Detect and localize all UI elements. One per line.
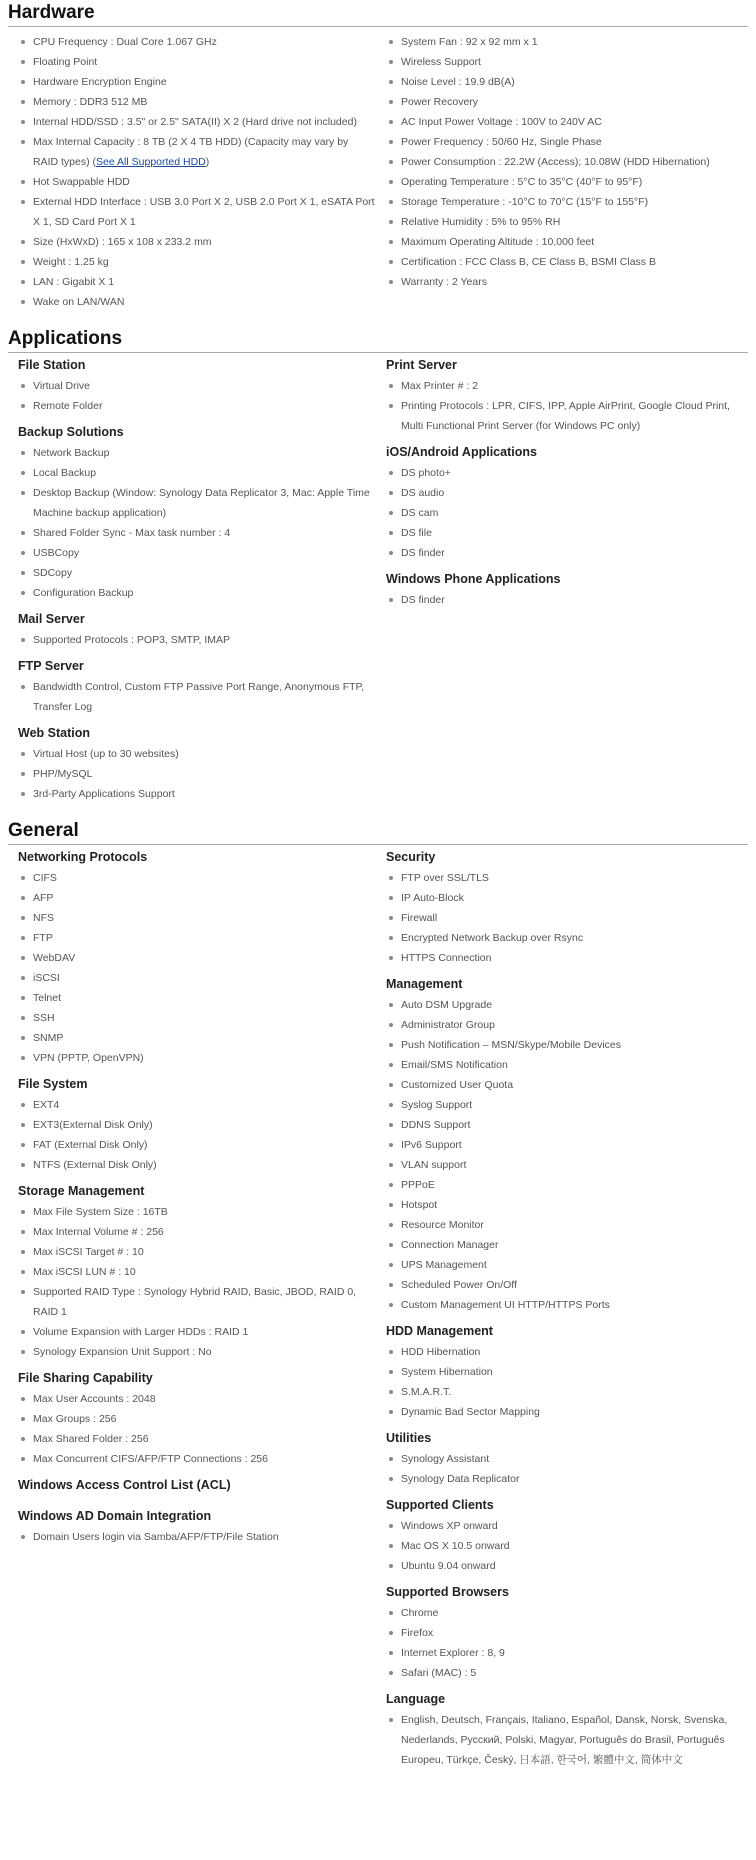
list-item: Synology Data Replicator (386, 1469, 746, 1489)
list-item: Telnet (18, 988, 376, 1008)
list-item: Local Backup (18, 463, 376, 483)
applications-right-column (376, 353, 746, 808)
list-item: Configuration Backup (18, 583, 376, 603)
hardware-right-list (386, 27, 746, 296)
group-list-print-server (386, 374, 746, 440)
list-item: USBCopy (18, 543, 376, 563)
list-item: Custom Management UI HTTP/HTTPS Ports (386, 1295, 746, 1315)
list-item: Network Backup (18, 443, 376, 463)
list-item: Scheduled Power On/Off (386, 1275, 746, 1295)
group-list-backup-solutions (18, 441, 376, 607)
list-item: Printing Protocols : LPR, CIFS, IPP, Apple AirPrint, Google Cloud Print, Multi Functional Print Server (for Windows PC only) (386, 396, 746, 436)
list-item: Safari (MAC) : 5 (386, 1663, 746, 1683)
group-list-file-station (18, 374, 376, 420)
list-item: Operating Temperature : 5°C to 35°C (40°F to 95°F) (386, 172, 746, 192)
group-heading-storage-management: Storage Management (18, 1184, 145, 1198)
list-item: Virtual Drive (18, 376, 376, 396)
list-item: Wake on LAN/WAN (18, 292, 376, 312)
list-item: Memory : DDR3 512 MB (18, 92, 376, 112)
group-heading-file-sharing-capability: File Sharing Capability (18, 1371, 153, 1385)
list-item: FTP (18, 928, 376, 948)
group-list-file-sharing-capability (18, 1387, 376, 1473)
list-item: DS audio (386, 483, 746, 503)
general-left-column (8, 845, 376, 1774)
list-item: PPPoE (386, 1175, 746, 1195)
list-item: DDNS Support (386, 1115, 746, 1135)
hardware-title: Hardware (8, 0, 748, 27)
general-right-column (376, 845, 746, 1774)
group-list-windows-phone-applications (386, 588, 746, 614)
list-item: Power Consumption : 22.2W (Access); 10.08W (HDD Hibernation) (386, 152, 746, 172)
list-item: PHP/MySQL (18, 764, 376, 784)
group-heading-windows-access-control-list-acl: Windows Access Control List (ACL) (18, 1478, 231, 1492)
group-heading-security: Security (386, 850, 436, 864)
list-item: DS finder (386, 590, 746, 610)
group-heading-language: Language (386, 1692, 446, 1706)
group-heading-file-system: File System (18, 1077, 88, 1091)
list-item: VLAN support (386, 1155, 746, 1175)
list-item: Relative Humidity : 5% to 95% RH (386, 212, 746, 232)
list-item: EXT4 (18, 1095, 376, 1115)
general-title: General (8, 818, 748, 845)
list-item: Floating Point (18, 52, 376, 72)
list-item: Max Concurrent CIFS/AFP/FTP Connections : 256 (18, 1449, 376, 1469)
list-item: Max Internal Volume # : 256 (18, 1222, 376, 1242)
list-item: VPN (PPTP, OpenVPN) (18, 1048, 376, 1068)
group-list-mail-server (18, 628, 376, 654)
list-item: Supported Protocols : POP3, SMTP, IMAP (18, 630, 376, 650)
list-item: NFS (18, 908, 376, 928)
list-item: English, Deutsch, Français, Italiano, Español, Dansk, Norsk, Svenska, Nederlands, Русский, Polski, Magyar, Português do Brasil, Português Europeu, Türkçe, Český, 日本語, 한국어, 繁體中文, 简体中文 (386, 1710, 746, 1770)
list-item: Power Frequency : 50/60 Hz, Single Phase (386, 132, 746, 152)
list-item: LAN : Gigabit X 1 (18, 272, 376, 292)
list-item: FTP over SSL/TLS (386, 868, 746, 888)
group-heading-hdd-management: HDD Management (386, 1324, 493, 1338)
list-item: Max Shared Folder : 256 (18, 1429, 376, 1449)
group-heading-ios-android-applications: iOS/Android Applications (386, 445, 537, 459)
list-item: HDD Hibernation (386, 1342, 746, 1362)
group-heading-file-station: File Station (18, 358, 86, 372)
group-list-ios-android-applications (386, 461, 746, 567)
list-item: Firewall (386, 908, 746, 928)
list-item: Ubuntu 9.04 onward (386, 1556, 746, 1576)
group-list-hdd-management (386, 1340, 746, 1426)
list-item: Administrator Group (386, 1015, 746, 1035)
list-item: Desktop Backup (Window: Synology Data Replicator 3, Mac: Apple Time Machine backup application) (18, 483, 376, 523)
group-list-networking-protocols (18, 866, 376, 1072)
list-item: CPU Frequency : Dual Core 1.067 GHz (18, 32, 376, 52)
group-list-web-station (18, 742, 376, 808)
group-heading-networking-protocols: Networking Protocols (18, 850, 148, 864)
list-item: Power Recovery (386, 92, 746, 112)
list-item: Max iSCSI LUN # : 10 (18, 1262, 376, 1282)
list-item: Max Groups : 256 (18, 1409, 376, 1429)
group-list-language (386, 1708, 746, 1774)
list-item: Maximum Operating Altitude : 10,000 feet (386, 232, 746, 252)
list-item: Max File System Size : 16TB (18, 1202, 376, 1222)
list-item: WebDAV (18, 948, 376, 968)
list-item: System Hibernation (386, 1362, 746, 1382)
list-item: Certification : FCC Class B, CE Class B, BSMI Class B (386, 252, 746, 272)
list-item: External HDD Interface : USB 3.0 Port X 2, USB 2.0 Port X 1, eSATA Port X 1, SD Card Port X 1 (18, 192, 376, 232)
list-item: Hot Swappable HDD (18, 172, 376, 192)
group-list-file-system (18, 1093, 376, 1179)
see-all-supported-hdd-link[interactable]: See All Supported HDD (96, 156, 206, 168)
list-item: Push Notification – MSN/Skype/Mobile Devices (386, 1035, 746, 1055)
list-item: UPS Management (386, 1255, 746, 1275)
list-item: Resource Monitor (386, 1215, 746, 1235)
group-list-supported-clients (386, 1514, 746, 1580)
list-item: Dynamic Bad Sector Mapping (386, 1402, 746, 1422)
group-list-management (386, 993, 746, 1319)
list-item: DS photo+ (386, 463, 746, 483)
group-heading-print-server: Print Server (386, 358, 457, 372)
list-item: AC Input Power Voltage : 100V to 240V AC (386, 112, 746, 132)
list-item: EXT3(External Disk Only) (18, 1115, 376, 1135)
list-item: 3rd-Party Applications Support (18, 784, 376, 804)
list-item: Max Internal Capacity : 8 TB (2 X 4 TB HDD) (Capacity may vary by RAID types) (See All Supported HDD) (18, 132, 376, 172)
group-list-supported-browsers (386, 1601, 746, 1687)
list-item: Noise Level : 19.9 dB(A) (386, 72, 746, 92)
group-heading-windows-ad-domain-integration: Windows AD Domain Integration (18, 1509, 212, 1523)
group-list-ftp-server (18, 675, 376, 721)
list-item-text: Max Internal Capacity : 8 TB (2 X 4 TB HDD) (Capacity may vary by RAID types) (33, 136, 349, 168)
list-item: Supported RAID Type : Synology Hybrid RAID, Basic, JBOD, RAID 0, RAID 1 (18, 1282, 376, 1322)
list-item: Connection Manager (386, 1235, 746, 1255)
list-item: Warranty : 2 Years (386, 272, 746, 292)
group-heading-supported-clients: Supported Clients (386, 1498, 494, 1512)
hardware-left-list (18, 27, 376, 316)
list-item: FAT (External Disk Only) (18, 1135, 376, 1155)
list-item: Auto DSM Upgrade (386, 995, 746, 1015)
group-heading-mail-server: Mail Server (18, 612, 85, 626)
list-item: Storage Temperature : -10°C to 70°C (15°F to 155°F) (386, 192, 746, 212)
hardware-left-column (8, 27, 376, 316)
group-list-utilities (386, 1447, 746, 1493)
group-heading-ftp-server: FTP Server (18, 659, 84, 673)
list-item: Max iSCSI Target # : 10 (18, 1242, 376, 1262)
list-item: Volume Expansion with Larger HDDs : RAID 1 (18, 1322, 376, 1342)
list-item: IP Auto-Block (386, 888, 746, 908)
list-item: Shared Folder Sync - Max task number : 4 (18, 523, 376, 543)
list-item: DS file (386, 523, 746, 543)
list-item: iSCSI (18, 968, 376, 988)
list-item: Syslog Support (386, 1095, 746, 1115)
list-item: Mac OS X 10.5 onward (386, 1536, 746, 1556)
list-item: Internal HDD/SSD : 3.5" or 2.5" SATA(II) X 2 (Hard drive not included) (18, 112, 376, 132)
list-item: Customized User Quota (386, 1075, 746, 1095)
list-item: System Fan : 92 x 92 mm x 1 (386, 32, 746, 52)
list-item: HTTPS Connection (386, 948, 746, 968)
hardware-section (8, 0, 748, 316)
list-item: AFP (18, 888, 376, 908)
list-item: Max User Accounts : 2048 (18, 1389, 376, 1409)
list-item: SNMP (18, 1028, 376, 1048)
list-item: Weight : 1.25 kg (18, 252, 376, 272)
list-item: CIFS (18, 868, 376, 888)
group-heading-windows-phone-applications: Windows Phone Applications (386, 572, 561, 586)
list-item: Synology Assistant (386, 1449, 746, 1469)
list-item: Firefox (386, 1623, 746, 1643)
list-item: SDCopy (18, 563, 376, 583)
group-heading-supported-browsers: Supported Browsers (386, 1585, 509, 1599)
list-item: DS finder (386, 543, 746, 563)
group-heading-utilities: Utilities (386, 1431, 432, 1445)
group-list-windows-ad-domain-integration (18, 1525, 376, 1551)
list-item: Max Printer # : 2 (386, 376, 746, 396)
list-item: Synology Expansion Unit Support : No (18, 1342, 376, 1362)
group-list-security (386, 866, 746, 972)
list-item: Chrome (386, 1603, 746, 1623)
list-item: IPv6 Support (386, 1135, 746, 1155)
group-heading-web-station: Web Station (18, 726, 90, 740)
list-item: Remote Folder (18, 396, 376, 416)
list-item: Windows XP onward (386, 1516, 746, 1536)
hardware-right-column (376, 27, 746, 316)
list-item: Size (HxWxD) : 165 x 108 x 233.2 mm (18, 232, 376, 252)
list-item: DS cam (386, 503, 746, 523)
list-item: S.M.A.R.T. (386, 1382, 746, 1402)
list-item: Bandwidth Control, Custom FTP Passive Port Range, Anonymous FTP, Transfer Log (18, 677, 376, 717)
list-item: Hardware Encryption Engine (18, 72, 376, 92)
general-section (8, 818, 748, 1774)
list-item: Internet Explorer : 8, 9 (386, 1643, 746, 1663)
list-item: Encrypted Network Backup over Rsync (386, 928, 746, 948)
applications-left-column (8, 353, 376, 808)
group-heading-management: Management (386, 977, 463, 991)
group-list-storage-management (18, 1200, 376, 1366)
list-item: Wireless Support (386, 52, 746, 72)
applications-section (8, 326, 748, 808)
list-item: Virtual Host (up to 30 websites) (18, 744, 376, 764)
applications-title: Applications (8, 326, 748, 353)
list-item: Domain Users login via Samba/AFP/FTP/File Station (18, 1527, 376, 1547)
group-heading-backup-solutions: Backup Solutions (18, 425, 124, 439)
list-item: Email/SMS Notification (386, 1055, 746, 1075)
list-item: SSH (18, 1008, 376, 1028)
list-item: Hotspot (386, 1195, 746, 1215)
list-item: NTFS (External Disk Only) (18, 1155, 376, 1175)
